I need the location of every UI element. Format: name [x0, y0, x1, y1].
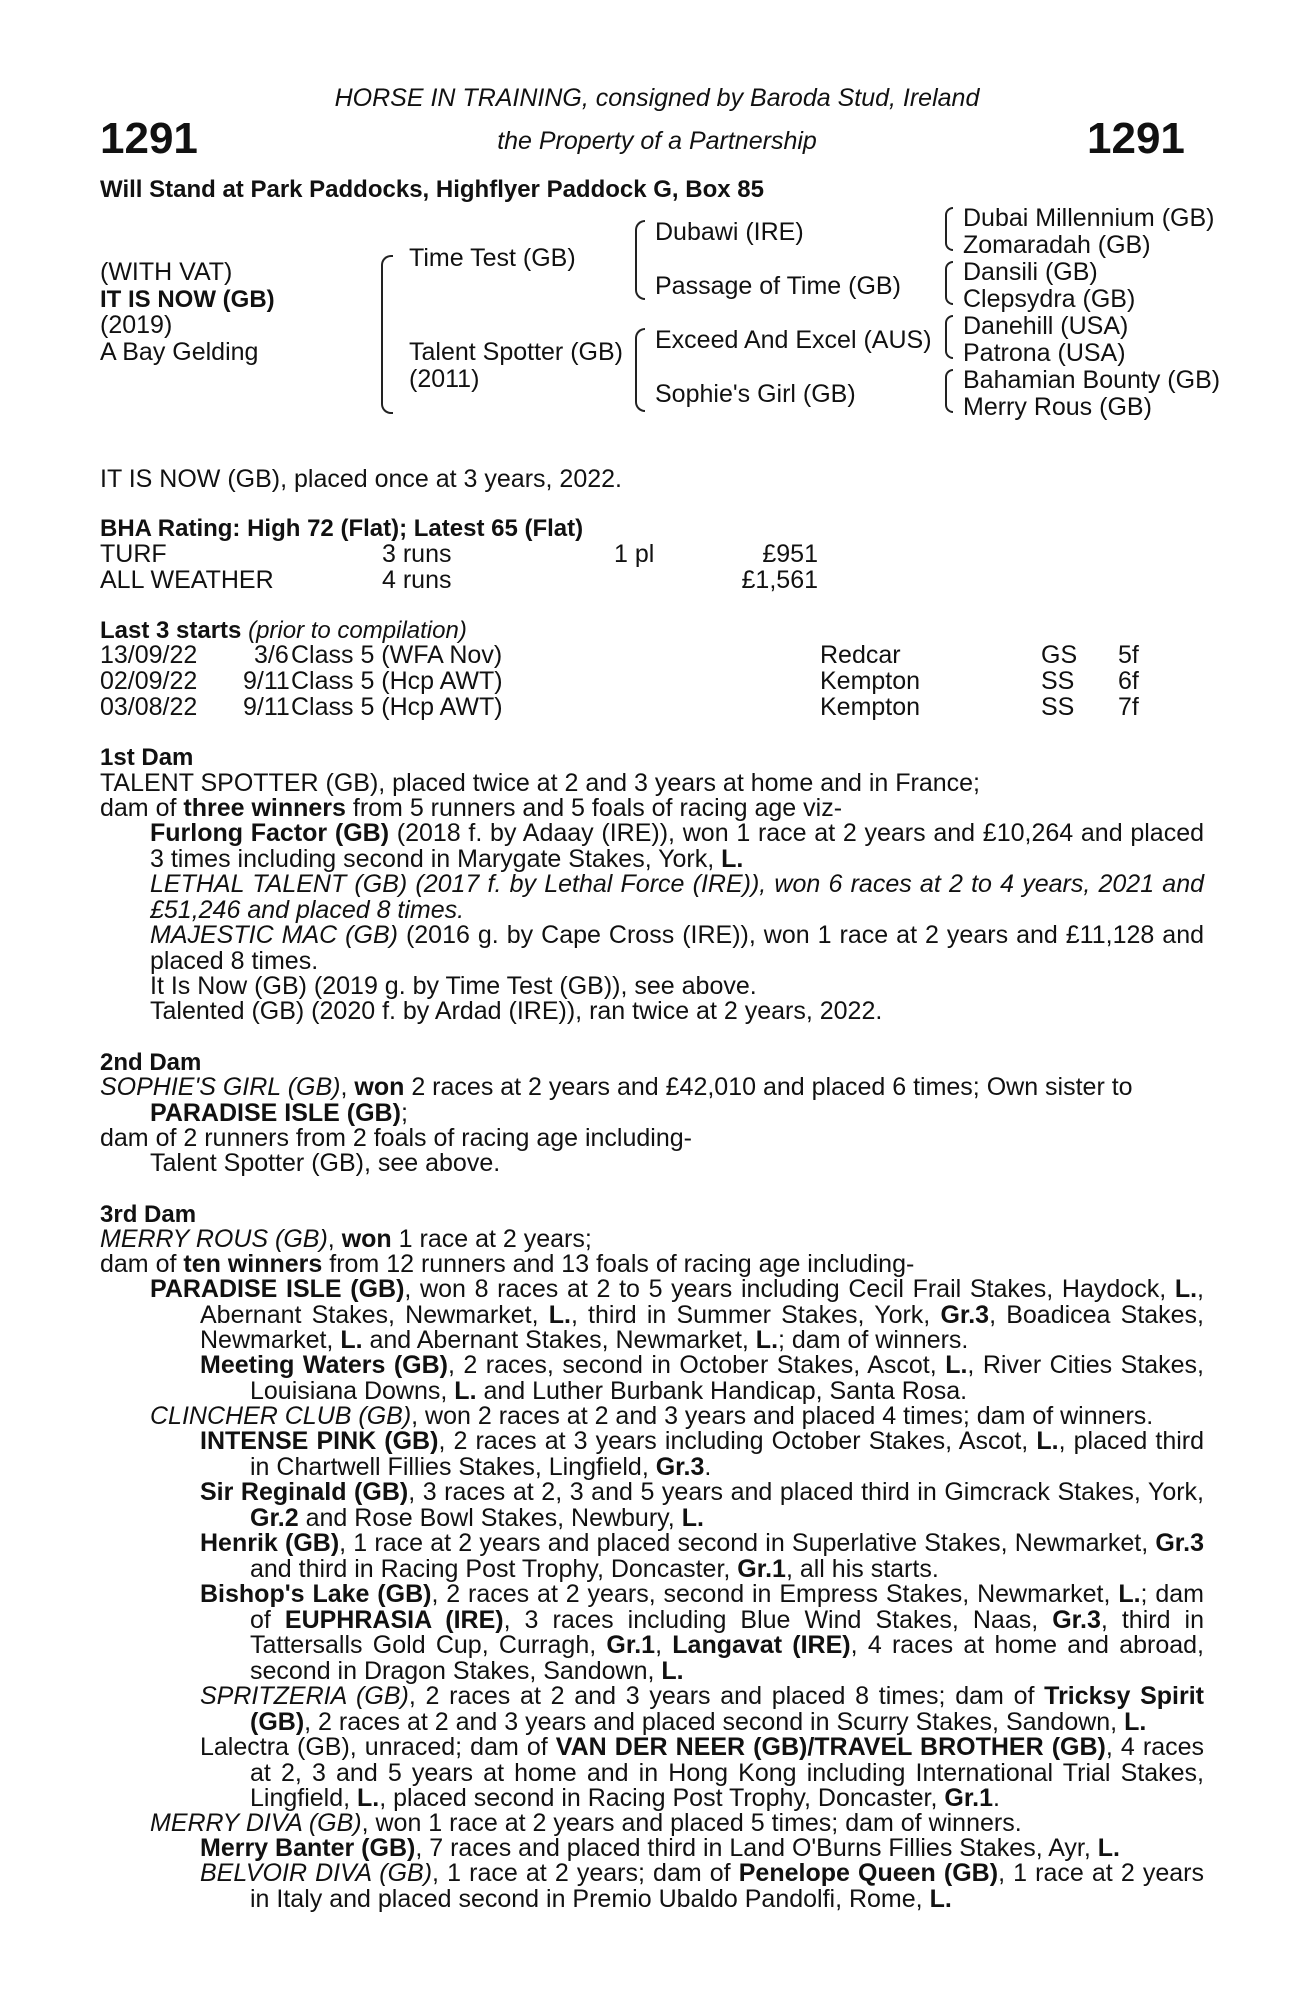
pedigree-ggs-6: Patrona (USA) [963, 339, 1126, 367]
horse-description: A Bay Gelding [100, 338, 259, 366]
dam3-line2: dam of ten winners from 12 runners and 13 foals of racing age including- [100, 1250, 915, 1278]
pedigree-brace-ggs-3 [945, 315, 953, 359]
start-course: Kempton [820, 667, 921, 695]
produce-paradise-isle: PARADISE ISLE (GB), won 8 races at 2 to 5 years including Cecil Frail Stakes, Haydock, L., Abernant Stakes, Newmarket, L., third in Summer Stakes, York, Gr.3, Boadicea Stakes, Newmarket, L. and Abernant Stakes, Newmarket, L.; dam of winners. [150, 1275, 1204, 1354]
rating-turf-earnings: £951 [762, 540, 818, 568]
pedigree-sire: Time Test (GB) [409, 244, 576, 272]
dam1-produce-3: MAJESTIC MAC (GB) (2016 g. by Cape Cross (IRE)), won 1 race at 2 years and £11,128 and placed 8 times. [150, 921, 1204, 975]
start-race: Class 5 (Hcp AWT) [291, 693, 503, 721]
stand-location: Will Stand at Park Paddocks, Highflyer Paddock G, Box 85 [100, 176, 764, 203]
race-summary: IT IS NOW (GB), placed once at 3 years, 2022. [100, 465, 622, 493]
dam1-produce-5: Talented (GB) (2020 f. by Ardad (IRE)), ran twice at 2 years, 2022. [150, 997, 883, 1025]
header-property: the Property of a Partnership [497, 127, 817, 155]
dam2-line2: dam of 2 runners from 2 foals of racing age including- [100, 1124, 692, 1152]
pedigree-brace-dam [635, 328, 645, 412]
pedigree-ggs-1: Dubai Millennium (GB) [963, 204, 1215, 232]
dam1-line1: TALENT SPOTTER (GB), placed twice at 2 and 3 years at home and in France; [100, 769, 981, 797]
dam1-line2: dam of three winners from 5 runners and 5 foals of racing age viz- [100, 794, 843, 822]
header-consignor: HORSE IN TRAINING, consigned by Baroda Stud, Ireland [334, 84, 980, 112]
start-race: Class 5 (Hcp AWT) [291, 667, 503, 695]
horse-name: IT IS NOW (GB) [100, 286, 275, 313]
start-position: 9/11 [243, 693, 290, 721]
dam2-title: 2nd Dam [100, 1049, 202, 1076]
produce-spritzeria: SPRITZERIA (GB), 2 races at 2 and 3 years and placed 8 times; dam of Tricksy Spirit (GB), 2 races at 2 and 3 years and placed second in Scurry Stakes, Sandown, L. [200, 1682, 1204, 1736]
pedigree-ggs-2: Zomaradah (GB) [963, 231, 1151, 259]
start-going: GS [1041, 641, 1078, 669]
horse-year: (2019) [100, 311, 173, 339]
pedigree-gs-2: Passage of Time (GB) [655, 272, 901, 300]
start-date: 03/08/22 [100, 693, 198, 721]
pedigree-brace-main [381, 255, 393, 414]
start-going: SS [1041, 693, 1075, 721]
start-position: 3/6 [254, 641, 289, 669]
start-course: Redcar [820, 641, 901, 669]
rating-turf-runs: 3 runs [382, 540, 452, 568]
dam2-description: SOPHIE'S GIRL (GB), won 2 races at 2 years and £42,010 and placed 6 times; Own sister to PARADISE ISLE (GB); [100, 1073, 1133, 1127]
rating-turf-surface: TURF [100, 540, 167, 568]
rating-turf-placed: 1 pl [614, 540, 655, 568]
dam1-produce-1: Furlong Factor (GB) (2018 f. by Adaay (IRE)), won 1 race at 2 years and £10,264 and placed 3 times including second in Marygate Stakes, York, L. [150, 819, 1204, 873]
dam1-produce-2: LETHAL TALENT (GB) (2017 f. by Lethal Force (IRE)), won 6 races at 2 to 4 years, 2021 and £51,246 and placed 8 times. [150, 870, 1205, 924]
pedigree-ggs-5: Danehill (USA) [963, 312, 1129, 340]
pedigree-gs-3: Exceed And Excel (AUS) [655, 326, 932, 354]
pedigree-brace-ggs-1 [945, 207, 953, 251]
produce-bishops-lake: Bishop's Lake (GB), 2 races at 2 years, second in Empress Stakes, Newmarket, L.; dam of EUPHRASIA (IRE), 3 races including Blue Wind Stakes, Naas, Gr.3, third in Tattersalls Gold Cup, Curragh, Gr.1, Langavat (IRE), 4 races at home and abroad, second in Dragon Stakes, Sandown, L. [200, 1580, 1204, 1685]
bha-rating-title: BHA Rating: High 72 (Flat); Latest 65 (Flat) [100, 515, 584, 542]
pedigree-gs-1: Dubawi (IRE) [655, 218, 804, 246]
start-distance: 5f [1118, 641, 1139, 669]
pedigree-brace-ggs-4 [945, 369, 953, 413]
produce-clincher-club: CLINCHER CLUB (GB), won 2 races at 2 and 3 years and placed 4 times; dam of winners. [150, 1402, 1154, 1430]
pedigree-dam: Talent Spotter (GB) [409, 338, 623, 366]
start-distance: 7f [1118, 693, 1139, 721]
start-course: Kempton [820, 693, 921, 721]
dam3-line1: MERRY ROUS (GB), won 1 race at 2 years; [100, 1225, 592, 1253]
pedigree-brace-sire [635, 220, 645, 300]
start-date: 02/09/22 [100, 667, 198, 695]
produce-sir-reginald: Sir Reginald (GB), 3 races at 2, 3 and 5 years and placed third in Gimcrack Stakes, York, Gr.2 and Rose Bowl Stakes, Newbury, L. [200, 1478, 1204, 1532]
start-going: SS [1041, 667, 1075, 695]
pedigree-ggs-8: Merry Rous (GB) [963, 393, 1152, 421]
dam3-title: 3rd Dam [100, 1201, 197, 1228]
lot-number-right: 1291 [1087, 114, 1185, 163]
lot-number-left: 1291 [100, 114, 198, 163]
produce-meeting-waters: Meeting Waters (GB), 2 races, second in October Stakes, Ascot, L., River Cities Stakes, Louisiana Downs, L. and Luther Burbank Handicap, Santa Rosa. [200, 1351, 1204, 1405]
produce-henrik: Henrik (GB), 1 race at 2 years and placed second in Superlative Stakes, Newmarket, Gr.3 and third in Racing Post Trophy, Doncaster, Gr.1, all his starts. [200, 1529, 1204, 1583]
produce-belvoir-diva: BELVOIR DIVA (GB), 1 race at 2 years; dam of Penelope Queen (GB), 1 race at 2 years in Italy and placed second in Premio Ubaldo Pandolfi, Rome, L. [200, 1859, 1205, 1913]
start-race: Class 5 (WFA Nov) [291, 641, 503, 669]
start-distance: 6f [1118, 667, 1139, 695]
dam1-title: 1st Dam [100, 744, 194, 771]
start-date: 13/09/22 [100, 641, 198, 669]
rating-aw-earnings: £1,561 [741, 566, 818, 594]
dam1-produce-4: It Is Now (GB) (2019 g. by Time Test (GB)), see above. [150, 972, 757, 1000]
rating-aw-surface: ALL WEATHER [100, 566, 274, 594]
pedigree-ggs-3: Dansili (GB) [963, 258, 1098, 286]
pedigree-gs-4: Sophie's Girl (GB) [655, 380, 856, 408]
last-starts-title: Last 3 starts [100, 617, 242, 644]
produce-merry-banter: Merry Banter (GB), 7 races and placed third in Land O'Burns Fillies Stakes, Ayr, L. [200, 1834, 1120, 1862]
produce-lalectra: Lalectra (GB), unraced; dam of VAN DER NEER (GB)/TRAVEL BROTHER (GB), 4 races at 2, 3 and 5 years at home and in Hong Kong including International Trial Stakes, Lingfield, L., placed second in Racing Post Trophy, Doncaster, Gr.1. [200, 1733, 1204, 1812]
produce-intense-pink: INTENSE PINK (GB), 2 races at 3 years including October Stakes, Ascot, L., placed third in Chartwell Fillies Stakes, Lingfield, Gr.3. [200, 1427, 1205, 1481]
pedigree-ggs-4: Clepsydra (GB) [963, 285, 1136, 313]
dam2-line3: Talent Spotter (GB), see above. [150, 1149, 501, 1177]
pedigree-brace-ggs-2 [945, 261, 953, 305]
pedigree-dam-year: (2011) [409, 365, 480, 393]
produce-merry-diva: MERRY DIVA (GB), won 1 race at 2 years and placed 5 times; dam of winners. [150, 1809, 1022, 1837]
vat-label: (WITH VAT) [100, 258, 233, 286]
start-position: 9/11 [243, 667, 290, 695]
last-starts-note: (prior to compilation) [248, 617, 467, 644]
rating-aw-runs: 4 runs [382, 566, 452, 594]
pedigree-ggs-7: Bahamian Bounty (GB) [963, 366, 1221, 394]
